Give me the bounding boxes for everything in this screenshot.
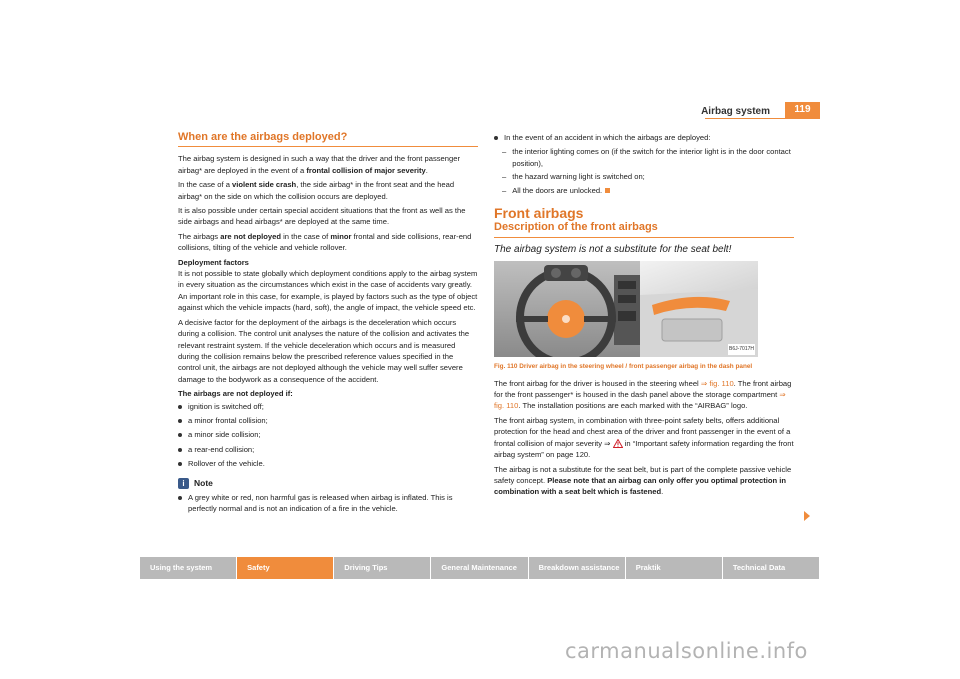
- paragraph: A decisive factor for the deployment of the airbags is the deceleration which occurs during a collision. The control unit analyses the nature of the collision and activates the relevant restraint system. If the vehicle deceleration which occurs and is measured during the collision remains below the prescribed reference values specified in the control unit, the airbags are not deployed although the vehicle may well suffer severe damage to the bodywork as a consequence of the accident.: [178, 317, 470, 384]
- section-heading-deployed: When are the airbags deployed?: [178, 132, 478, 147]
- note-item: A grey white or red, non harmful gas is released when airbag is inflated. This is perfectly normal and is not an indication of a fire in the vehicle.: [178, 492, 478, 515]
- paragraph: It is not possible to state globally which deployment conditions apply to the airbag system in every situation as the circumstances which exist in the case of accidents vary greatly. An important role in this case, for example, is played by factors such as the type of object against which the vehicle impacts (hard, soft), the angle of impact, the vehicle speed etc.: [178, 269, 478, 313]
- paragraph: The front airbag system, in combination with three-point safety belts, offers additional protection for the head and chest area of the driver and front passenger in the event of a frontal collision of major severity ⇒ in “Important safety information regarding the front airbag system” on page 120.: [494, 415, 794, 460]
- list-item: ignition is switched off;: [178, 401, 478, 412]
- figure-airbag-locations: [494, 261, 758, 357]
- list-item: In the event of an accident in which the airbags are deployed:: [494, 132, 794, 143]
- info-icon: i: [178, 478, 189, 489]
- list-item: a minor frontal collision;: [178, 415, 478, 426]
- subtitle-warning: The airbag system is not a substitute for the seat belt!: [494, 243, 732, 255]
- list-item: a minor side collision;: [178, 429, 478, 440]
- page-header-title: Airbag system: [701, 106, 770, 117]
- section-end-marker: [605, 188, 610, 193]
- paragraph: The airbags are not deployed in the case of minor frontal and side collisions, rear-end collisions, tilting of the vehicle and vehicle rollover.: [178, 231, 472, 253]
- warning-icon: [613, 439, 623, 448]
- paragraph: The front airbag for the driver is housed in the steering wheel ⇒ fig. 110. The front airbag for the front passenger* is housed in the dash panel above the storage compartment ⇒ fig. 110. The installation positions are each marked with the “AIRBAG” logo.: [494, 378, 792, 411]
- section-title-front-airbags: Front airbags: [494, 205, 584, 222]
- dashboard-illustration: [494, 261, 758, 357]
- paragraph: In the case of a violent side crash, the side airbag* in the front seat and the head airbag* on the side on which the collision occurs are deployed.: [178, 180, 455, 201]
- tab-using-the-system[interactable]: Using the system: [140, 557, 236, 579]
- continue-arrow-icon: [804, 511, 810, 521]
- tab-driving-tips[interactable]: Driving Tips: [334, 557, 430, 579]
- figure-code: B6J-7017H: [728, 344, 755, 355]
- figure-link[interactable]: ⇒ fig. 110: [494, 390, 786, 411]
- right-column: [494, 132, 794, 501]
- tab-technical-data[interactable]: Technical Data: [723, 557, 819, 579]
- tab-praktik[interactable]: Praktik: [626, 557, 722, 579]
- page-number: 119: [785, 102, 820, 118]
- list-item: a rear-end collision;: [178, 444, 478, 455]
- paragraph: It is also possible under certain special accident situations that the front as well as the side airbags and head airbags* are deployed at the same time.: [178, 206, 466, 227]
- subheading-description: Description of the front airbags: [494, 222, 794, 237]
- tab-safety[interactable]: Safety: [237, 557, 333, 579]
- tab-general-maintenance[interactable]: General Maintenance: [431, 557, 527, 579]
- tab-breakdown-assistance[interactable]: Breakdown assistance: [529, 557, 625, 579]
- left-column: [178, 132, 478, 518]
- list-item: Rollover of the vehicle.: [178, 458, 478, 469]
- figure-caption: Fig. 110 Driver airbag in the steering wheel / front passenger airbag in the dash panel: [494, 363, 753, 371]
- header-divider: [705, 118, 820, 119]
- watermark-text: carmanualsonline.info: [565, 639, 808, 663]
- subheading-deployment-factors: Deployment factors: [178, 257, 249, 267]
- dash-item: – the hazard warning light is switched on;: [502, 172, 645, 182]
- figure-link[interactable]: ⇒ fig. 110: [700, 378, 734, 388]
- dash-item: – the interior lighting comes on (if the switch for the interior light is in the door contact position),: [502, 147, 791, 168]
- note-heading: i Note: [178, 478, 478, 489]
- chapter-tabs: [140, 557, 820, 579]
- dash-item: – All the doors are unlocked.: [502, 185, 794, 196]
- paragraph: The airbag system is designed in such a way that the driver and the front passenger airbag* are deployed in the event of a frontal collision of major severity.: [178, 154, 460, 175]
- paragraph: The airbag is not a substitute for the seat belt, but is part of the complete passive vehicle safety concept. Please note that an airbag can only offer you optimal protection in combination with a seat belt which is fastened.: [494, 464, 792, 497]
- subheading-not-deployed: The airbags are not deployed if:: [178, 389, 293, 399]
